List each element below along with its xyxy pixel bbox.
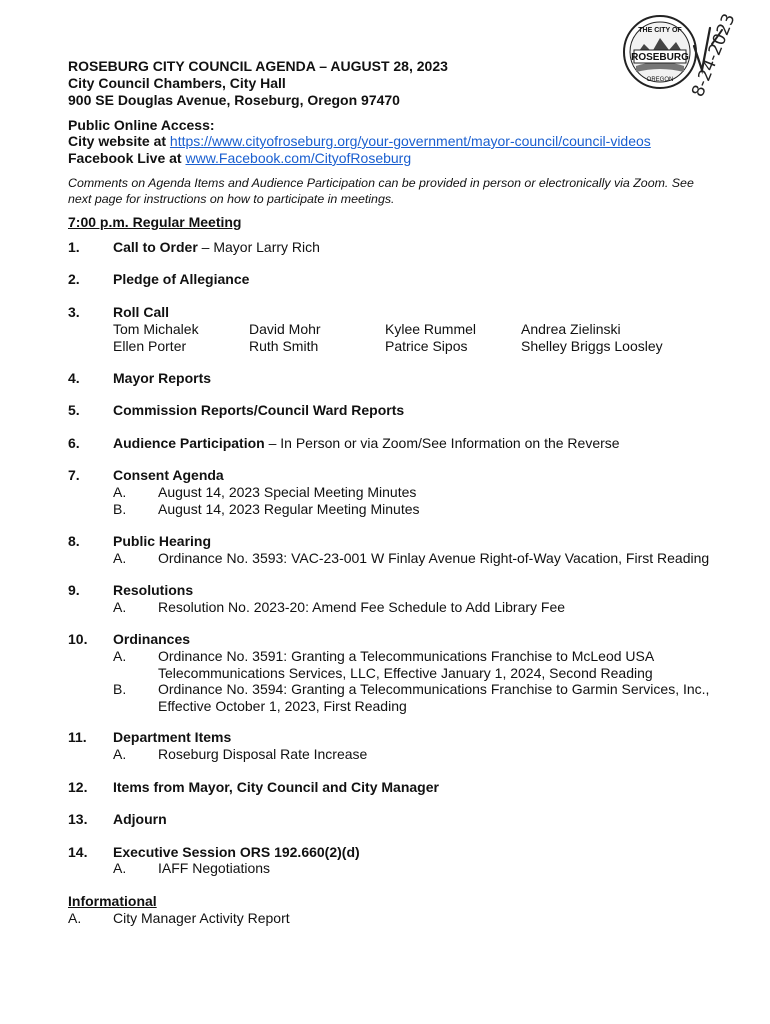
sub-item-text: August 14, 2023 Special Meeting Minutes bbox=[158, 484, 417, 500]
sub-item-text: Ordinance No. 3594: Granting a Telecommunications Franchise to Garmin Services, Inc., bbox=[158, 681, 710, 697]
agenda-title: ROSEBURG CITY COUNCIL AGENDA – AUGUST 28, 2023 bbox=[68, 58, 448, 74]
item-number: 9. bbox=[68, 582, 80, 598]
item-title: Audience Participation bbox=[113, 435, 265, 451]
sub-item-letter: A. bbox=[113, 860, 127, 876]
agenda-item-roll-call: Roll Call bbox=[113, 304, 170, 320]
sub-item-text: Resolution No. 2023-20: Amend Fee Schedule to Add Library Fee bbox=[158, 599, 566, 615]
sub-item-text-continued: Telecommunications Services, LLC, Effective January 1, 2024, Second Reading bbox=[158, 665, 653, 681]
agenda-item-mayor-reports: Mayor Reports bbox=[113, 370, 212, 386]
sub-item-letter: A. bbox=[68, 910, 82, 926]
council-member-name: Kylee Rummel bbox=[385, 321, 477, 337]
participation-note: Comments on Agenda Items and Audience Participation can be provided in person or electronically via Zoom. See next page for instructions on how to participate in meetings. bbox=[68, 176, 694, 206]
website-line bbox=[68, 133, 651, 150]
address-line: 900 SE Douglas Avenue, Roseburg, Oregon 97470 bbox=[68, 92, 400, 108]
seal-name: ROSEBURG bbox=[631, 52, 689, 63]
sub-item-letter: A. bbox=[113, 550, 127, 566]
agenda-item-department-items: Department Items bbox=[113, 729, 232, 745]
sub-item-text-continued: Effective October 1, 2023, First Reading bbox=[158, 698, 407, 714]
meeting-heading: 7:00 p.m. Regular Meeting bbox=[68, 214, 242, 230]
item-title: Call to Order bbox=[113, 239, 198, 255]
item-number: 8. bbox=[68, 533, 80, 549]
item-number: 5. bbox=[68, 402, 80, 418]
agenda-item-adjourn: Adjourn bbox=[113, 811, 167, 827]
item-number: 13. bbox=[68, 811, 88, 827]
council-member-name: David Mohr bbox=[249, 321, 321, 337]
item-number: 12. bbox=[68, 779, 88, 795]
item-number: 2. bbox=[68, 271, 80, 287]
agenda-item-resolutions: Resolutions bbox=[113, 582, 194, 598]
sub-item-text: Roseburg Disposal Rate Increase bbox=[158, 746, 368, 762]
council-member-name: Andrea Zielinski bbox=[521, 321, 621, 337]
city-seal-logo bbox=[622, 14, 698, 90]
agenda-item-items-from-mayor: Items from Mayor, City Council and City Manager bbox=[113, 779, 439, 795]
agenda-item-pledge: Pledge of Allegiance bbox=[113, 271, 250, 287]
council-member-name: Ruth Smith bbox=[249, 338, 319, 354]
item-number: 14. bbox=[68, 844, 88, 860]
item-number: 1. bbox=[68, 239, 80, 255]
agenda-item-call-to-order bbox=[113, 239, 320, 256]
item-number: 4. bbox=[68, 370, 80, 386]
sub-item-letter: A. bbox=[113, 484, 127, 500]
website-link[interactable]: https://www.cityofroseburg.org/your-government/mayor-council/council-videos bbox=[169, 133, 651, 149]
seal-top-text: THE CITY OF bbox=[638, 27, 682, 34]
facebook-link[interactable]: www.Facebook.com/CityofRoseburg bbox=[185, 150, 412, 166]
sub-item-letter: B. bbox=[113, 681, 127, 697]
council-member-name: Shelley Briggs Loosley bbox=[521, 338, 663, 354]
agenda-item-commission-reports: Commission Reports/Council Ward Reports bbox=[113, 402, 405, 418]
item-number: 10. bbox=[68, 631, 88, 647]
agenda-item-ordinances: Ordinances bbox=[113, 631, 191, 647]
council-member-name: Tom Michalek bbox=[113, 321, 199, 337]
agenda-item-executive-session: Executive Session ORS 192.660(2)(d) bbox=[113, 844, 360, 860]
informational-heading: Informational bbox=[68, 893, 157, 909]
seal-bottom-text: OREGON bbox=[646, 77, 674, 83]
signature-date: 8-24-2023 bbox=[688, 10, 740, 100]
item-number: 11. bbox=[68, 729, 87, 745]
council-member-name: Ellen Porter bbox=[113, 338, 187, 354]
agenda-item-public-hearing: Public Hearing bbox=[113, 533, 212, 549]
item-detail: – In Person or via Zoom/See Information on the Reverse bbox=[264, 435, 620, 451]
sub-item-letter: A. bbox=[113, 746, 127, 762]
sub-item-letter: B. bbox=[113, 501, 127, 517]
agenda-item-audience-participation bbox=[113, 435, 620, 452]
council-member-name: Patrice Sipos bbox=[385, 338, 468, 354]
sub-item-text: Ordinance No. 3593: VAC-23-001 W Finlay Avenue Right-of-Way Vacation, First Reading bbox=[158, 550, 710, 566]
venue-line: City Council Chambers, City Hall bbox=[68, 75, 286, 91]
item-number: 6. bbox=[68, 435, 80, 451]
informational-item-text: City Manager Activity Report bbox=[113, 910, 290, 926]
online-access-heading: Public Online Access: bbox=[68, 117, 215, 133]
item-number: 7. bbox=[68, 467, 80, 483]
facebook-line bbox=[68, 150, 411, 167]
website-label: City website at bbox=[68, 133, 170, 149]
item-detail: – Mayor Larry Rich bbox=[197, 239, 320, 255]
sub-item-letter: A. bbox=[113, 599, 127, 615]
sub-item-text: Ordinance No. 3591: Granting a Telecommunications Franchise to McLeod USA bbox=[158, 648, 655, 664]
handwritten-signature bbox=[688, 8, 752, 102]
sub-item-text: August 14, 2023 Regular Meeting Minutes bbox=[158, 501, 420, 517]
item-number: 3. bbox=[68, 304, 80, 320]
sub-item-letter: A. bbox=[113, 648, 127, 664]
sub-item-text: IAFF Negotiations bbox=[158, 860, 271, 876]
facebook-label: Facebook Live at bbox=[68, 150, 186, 166]
agenda-item-consent-agenda: Consent Agenda bbox=[113, 467, 224, 483]
